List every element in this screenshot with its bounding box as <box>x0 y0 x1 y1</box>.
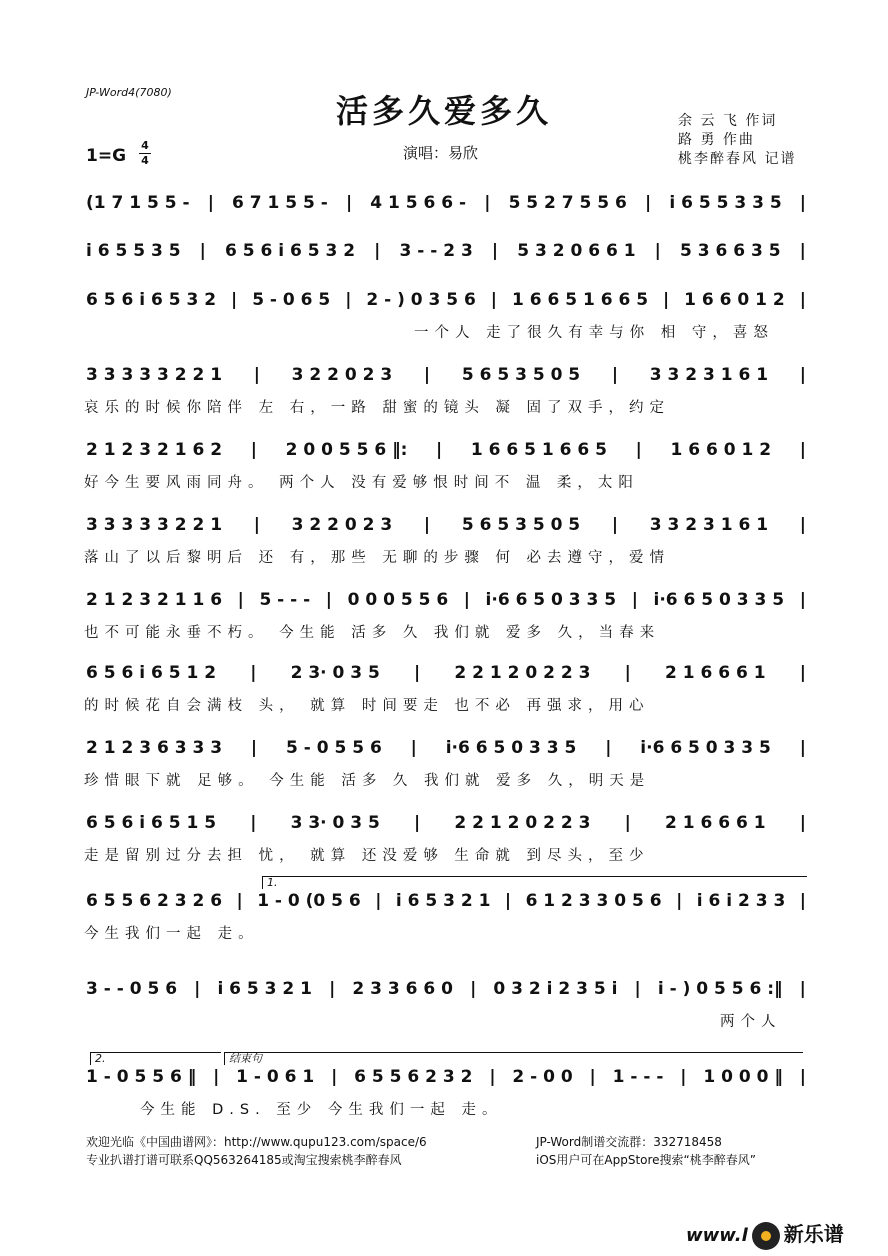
measure: 6 5 6 i 6 5 1 2 <box>86 663 217 683</box>
measure: 2 2 1 2 0 2 2 3 <box>454 663 591 683</box>
barline: | <box>414 813 421 833</box>
measure: 6 7 1 5 5 - <box>232 193 328 213</box>
barline: | <box>799 738 806 758</box>
barline: | <box>504 891 512 911</box>
barline: | <box>605 738 612 758</box>
measure: 5 - 0 5 5 6 <box>286 738 382 758</box>
measure: 2 - 0 0 <box>512 1067 573 1087</box>
barline: | <box>436 440 443 460</box>
note-row <box>84 508 806 542</box>
brand-url: www.l <box>686 1225 748 1246</box>
measure: 1 - 0 6 1 <box>236 1067 315 1087</box>
barline: | <box>250 663 257 683</box>
barline: | <box>799 365 806 385</box>
staff-line <box>84 433 806 505</box>
measure: 1 - 0 (0 5 6 <box>257 891 361 911</box>
barline: | <box>654 241 661 261</box>
note-row <box>84 656 806 690</box>
note-row <box>84 433 806 467</box>
barline: | <box>410 738 417 758</box>
barline: | <box>194 979 201 999</box>
time-sig-bottom: 4 <box>141 154 149 167</box>
measure: 0 3 2 i 2 3 5 i <box>493 979 618 999</box>
measure: 0 0 0 5 5 6 <box>347 590 449 610</box>
barline: | <box>470 979 477 999</box>
ending-bracket: 结束句 <box>224 1052 803 1065</box>
barline: | <box>414 663 421 683</box>
note-row <box>84 1060 806 1094</box>
measure: i 6 i 2 3 3 <box>696 891 786 911</box>
barline: | <box>611 515 619 535</box>
measure: 5 6 5 3 5 0 5 <box>461 515 581 535</box>
barline: | <box>635 440 642 460</box>
barline: | <box>799 590 806 610</box>
footer-group: JP-Word制谱交流群：332718458 <box>536 1135 722 1149</box>
time-signature <box>139 140 151 167</box>
measure: 2 3· 0 3 5 <box>290 663 380 683</box>
measure: i 6 5 3 2 1 <box>395 891 491 911</box>
staff-line <box>84 283 806 355</box>
barline: | <box>423 365 431 385</box>
barline: | <box>236 891 243 911</box>
footer-contact: 专业扒谱打谱可联系QQ563264185或淘宝搜索桃李醉春风 <box>86 1153 402 1167</box>
barline: | <box>631 590 638 610</box>
staff-line <box>84 1052 806 1132</box>
staff-line <box>84 972 806 1044</box>
measure: 1 - 0 5 5 6 ‖ <box>86 1067 197 1087</box>
measure: i 6 5 5 3 5 <box>86 241 181 261</box>
staff-line <box>84 656 806 728</box>
lyric-line: 哀乐的时候你陪伴 左 右，一路 甜蜜的镜头 凝 固了双手，约定 <box>84 400 671 416</box>
measure: 1 6 6 0 1 2 <box>684 290 785 310</box>
measure: 6 5 6 i 6 5 3 2 <box>225 241 356 261</box>
barline: | <box>662 290 670 310</box>
measure: 2 1 6 6 6 1 <box>665 813 766 833</box>
lyric-line: 的时候花自会满枝 头， 就算 时间要走 也不必 再强求，用心 <box>84 698 650 714</box>
barline: | <box>624 813 631 833</box>
transcriber-credit: 桃李醉春风 记谱 <box>678 151 797 167</box>
lyric-line: 今生能 D.S. 至少 今生我们一起 走。 <box>140 1102 503 1118</box>
song-title: 活多久爱多久 <box>335 92 552 130</box>
measure: 3 - - 2 3 <box>399 241 473 261</box>
lyricist-credit: 余 云 飞 作词 <box>678 113 778 129</box>
barline: | <box>213 1067 220 1087</box>
barline: | <box>199 241 206 261</box>
volta-bracket: 2. <box>90 1052 221 1065</box>
measure: i·6 6 5 0 3 3 5 <box>445 738 577 758</box>
barline: | <box>680 1067 687 1087</box>
staff-line <box>84 358 806 430</box>
measure: 2 - ) 0 3 5 6 <box>366 290 476 310</box>
measure: 5 - - - <box>259 590 311 610</box>
lyric-line: 珍惜眼下就 足够。 今生能 活多 久 我们就 爱多 久，明天是 <box>84 773 651 789</box>
barline: | <box>250 813 257 833</box>
barline: | <box>490 290 498 310</box>
key-signature: 1=G <box>86 146 127 166</box>
barline: | <box>799 1067 806 1087</box>
barline: | <box>645 193 652 213</box>
measure: 2 1 6 6 6 1 <box>665 663 766 683</box>
brand-watermark <box>686 1218 844 1250</box>
note-row <box>84 186 806 220</box>
barline: | <box>799 241 806 261</box>
measure: 3 3 2 3 1 6 1 <box>649 365 769 385</box>
measure: 3 3· 0 3 5 <box>290 813 380 833</box>
software-label: JP-Word4(7080) <box>86 86 172 99</box>
barline: | <box>634 979 641 999</box>
footer-right <box>536 1133 756 1169</box>
measure: 4 1 5 6 6 - <box>370 193 467 213</box>
measure: 6 5 6 i 6 5 1 5 <box>86 813 217 833</box>
note-row <box>84 884 806 918</box>
barline: | <box>799 813 806 833</box>
measure: 2 3 3 6 6 0 <box>352 979 453 999</box>
note-row <box>84 583 806 617</box>
measure: 2 1 2 3 2 1 6 2 <box>86 440 223 460</box>
staff-line <box>84 508 806 580</box>
barline: | <box>253 515 260 535</box>
measure: 6 5 5 6 2 3 2 6 <box>86 891 223 911</box>
footer-ios: iOS用户可在AppStore搜索“桃李醉春风” <box>536 1153 756 1167</box>
measure: i·6 6 5 0 3 3 5 <box>485 590 617 610</box>
measure: 1 6 6 5 1 6 6 5 <box>511 290 649 310</box>
note-row <box>84 806 806 840</box>
barline: | <box>491 241 499 261</box>
barline: | <box>231 290 238 310</box>
measure: 1 6 6 0 1 2 <box>670 440 772 460</box>
measure: i 6 5 5 3 3 5 <box>669 193 782 213</box>
barline: | <box>374 241 381 261</box>
barline: | <box>423 515 431 535</box>
measure: 3 - - 0 5 6 <box>86 979 178 999</box>
measure: 3 2 2 0 2 3 <box>291 365 393 385</box>
barline: | <box>250 440 257 460</box>
measure: (1 7 1 5 5 - <box>86 193 190 213</box>
barline: | <box>250 738 258 758</box>
lyric-line: 一个人 走了很久有幸与你 相 守，喜怒 <box>414 325 774 341</box>
barline: | <box>799 290 806 310</box>
measure: 3 3 3 3 3 2 2 1 <box>86 515 223 535</box>
barline: | <box>463 590 470 610</box>
barline: | <box>331 1067 338 1087</box>
staff-line <box>84 731 806 803</box>
brand-name: 新乐谱 <box>783 1222 844 1246</box>
barline: | <box>799 193 806 213</box>
measure: 1 0 0 0 ‖ <box>703 1067 783 1087</box>
barline: | <box>489 1067 496 1087</box>
measure: 5 6 5 3 5 0 5 <box>461 365 581 385</box>
lyric-line: 好今生要风雨同舟。 两个人 没有爱够恨时间不 温 柔，太阳 <box>84 475 639 491</box>
barline: | <box>345 193 353 213</box>
measure: 6 5 6 i 6 5 3 2 <box>86 290 217 310</box>
footer-website[interactable]: 欢迎光临《中国曲谱网》：http://www.qupu123.com/space/6 <box>86 1135 427 1149</box>
barline: | <box>325 590 332 610</box>
measure: 5 - 0 6 5 <box>252 290 331 310</box>
staff-line <box>84 876 806 956</box>
barline: | <box>799 440 806 460</box>
note-row <box>84 234 806 268</box>
lyric-line: 也不可能永垂不朽。 今生能 活多 久 我们就 爱多 久，当春来 <box>84 625 661 641</box>
measure: 6 1 2 3 3 0 5 6 <box>525 891 662 911</box>
barline: | <box>799 891 806 911</box>
lyric-line: 走是留别过分去担 忧， 就算 还没爱够 生命就 到尽头，至少 <box>84 848 650 864</box>
note-row <box>84 972 806 1006</box>
measure: 3 3 2 3 1 6 1 <box>649 515 769 535</box>
credits <box>678 112 796 169</box>
note-row <box>84 731 806 765</box>
lyric-line: 今生我们一起 走。 <box>84 926 259 942</box>
measure: 2 1 2 3 2 1 1 6 <box>86 590 223 610</box>
barline: | <box>799 515 806 535</box>
lyric-line: 两个人 <box>720 1014 782 1030</box>
note-row <box>84 358 806 392</box>
barline: | <box>799 979 806 999</box>
time-sig-top: 4 <box>141 139 149 152</box>
measure: 2 2 1 2 0 2 2 3 <box>454 813 591 833</box>
barline: | <box>589 1067 596 1087</box>
footer-left <box>86 1133 427 1169</box>
staff-line <box>84 583 806 655</box>
singer: 演唱：易欣 <box>403 144 479 162</box>
lyric-line: 落山了以后黎明后 还 有，那些 无聊的步骤 何 必去遵守，爱情 <box>84 550 671 566</box>
measure: i - ) 0 5 5 6 :‖ <box>657 979 783 999</box>
measure: 1 - - - <box>612 1067 664 1087</box>
measure: 6 5 5 6 2 3 2 <box>354 1067 473 1087</box>
composer-credit: 路 勇 作曲 <box>678 132 755 148</box>
barline: | <box>237 590 244 610</box>
brand-logo-icon <box>752 1222 780 1250</box>
measure: 3 3 3 3 3 2 2 1 <box>86 365 223 385</box>
measure: i·6 6 5 0 3 3 5 <box>640 738 771 758</box>
barline: | <box>676 891 683 911</box>
note-row <box>84 283 806 317</box>
measure: 2 0 0 5 5 6 ‖: <box>285 440 408 460</box>
measure: i·6 6 5 0 3 3 5 <box>653 590 785 610</box>
barline: | <box>624 663 631 683</box>
measure: 5 3 2 0 6 6 1 <box>517 241 636 261</box>
staff-line <box>84 806 806 878</box>
barline: | <box>207 193 214 213</box>
measure: 3 2 2 0 2 3 <box>291 515 393 535</box>
measure: i 6 5 3 2 1 <box>217 979 312 999</box>
barline: | <box>329 979 336 999</box>
barline: | <box>253 365 260 385</box>
measure: 5 5 2 7 5 5 6 <box>508 193 627 213</box>
measure: 5 3 6 6 3 5 <box>679 241 781 261</box>
barline: | <box>345 290 352 310</box>
barline: | <box>611 365 619 385</box>
measure: 1 6 6 5 1 6 6 5 <box>470 440 607 460</box>
barline: | <box>799 663 806 683</box>
barline: | <box>484 193 491 213</box>
measure: 2 1 2 3 6 3 3 3 <box>86 738 223 758</box>
volta-bracket: 1. <box>262 876 807 889</box>
barline: | <box>375 891 382 911</box>
